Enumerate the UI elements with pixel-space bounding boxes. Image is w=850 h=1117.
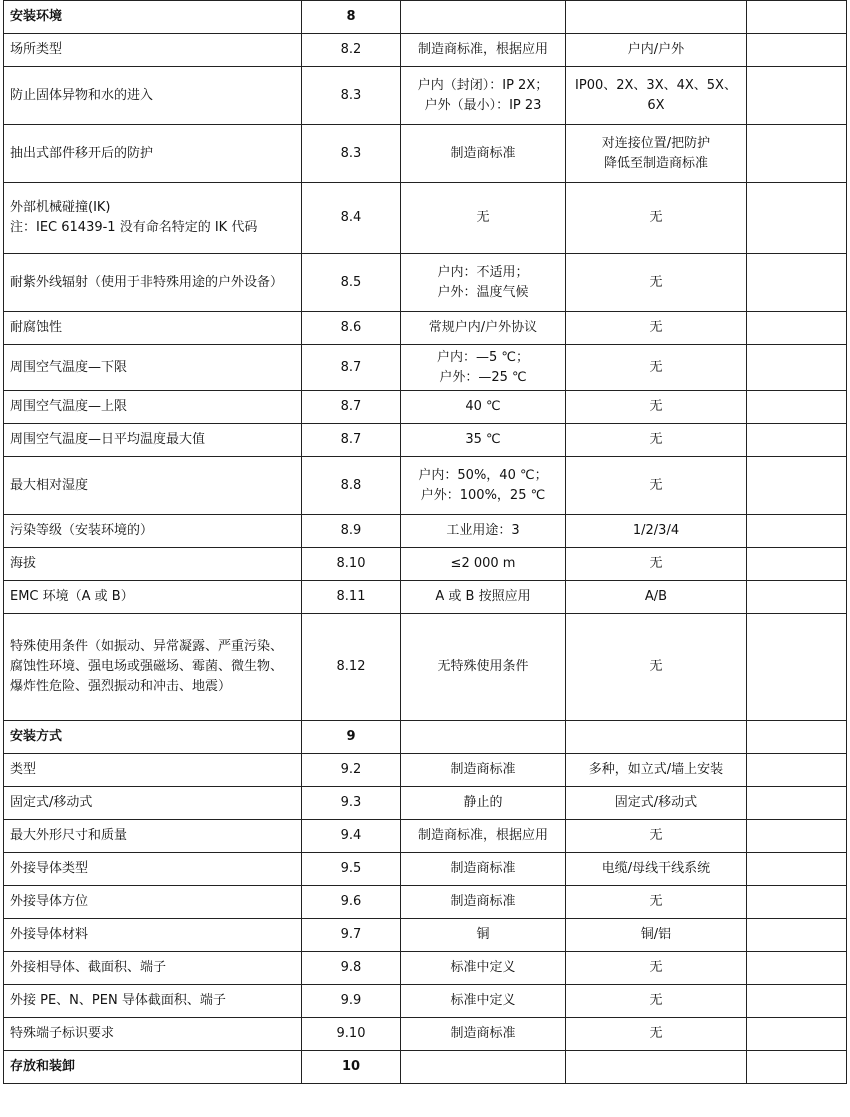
requirement-name: 耐紫外线辐射（使用于非特殊用途的户外设备） xyxy=(10,274,284,290)
user-options-cell xyxy=(566,183,747,254)
user-options: 无 xyxy=(649,828,663,843)
requirement-name: 存放和装卸 xyxy=(10,1059,76,1074)
section-number: 10 xyxy=(341,1059,361,1074)
table-row xyxy=(4,312,847,345)
user-options: 户内/户外 xyxy=(627,42,685,57)
table-row xyxy=(4,1018,847,1051)
section-number-cell xyxy=(302,919,401,952)
requirement-name: 安装方式 xyxy=(10,729,63,744)
requirement-name: 外接相导体、截面积、端子 xyxy=(10,960,167,975)
blank-cell xyxy=(747,424,847,457)
section-number: 8.4 xyxy=(340,210,362,225)
user-options: 无 xyxy=(649,993,663,1008)
section-number-cell xyxy=(302,952,401,985)
section-number: 8.7 xyxy=(340,359,362,375)
standard-arrangement-cell xyxy=(401,312,566,345)
standard-arrangement-cell xyxy=(401,424,566,457)
standard-arrangement-cell xyxy=(401,853,566,886)
standard-arrangement-cell xyxy=(401,754,566,787)
section-number-cell xyxy=(302,67,401,125)
standard-arrangement-cell xyxy=(401,125,566,183)
requirement-name-cell xyxy=(4,952,302,985)
blank-cell xyxy=(747,254,847,312)
standard-arrangement-cell xyxy=(401,345,566,391)
user-options-cell xyxy=(566,34,747,67)
requirement-note: 注：IEC 61439-1 没有命名特定的 IK 代码 xyxy=(10,220,258,235)
standard-arrangement: 无特殊使用条件 xyxy=(437,659,529,674)
section-number: 8.5 xyxy=(340,274,362,290)
section-number: 8.3 xyxy=(340,87,362,103)
user-options: 无 xyxy=(649,894,663,909)
standard-arrangement: 户内：—5 ℃； 户外：—25 ℃ xyxy=(436,349,529,385)
section-number-cell xyxy=(302,254,401,312)
standard-arrangement-cell xyxy=(401,457,566,515)
requirement-name-cell xyxy=(4,312,302,345)
requirement-name-cell xyxy=(4,424,302,457)
user-options-cell xyxy=(566,254,747,312)
user-options: 无 xyxy=(649,399,663,414)
section-number: 9.3 xyxy=(340,795,362,810)
section-number-cell xyxy=(302,548,401,581)
section-number: 8 xyxy=(346,9,356,24)
user-options-cell xyxy=(566,853,747,886)
user-options: 电缆/母线干线系统 xyxy=(601,861,711,876)
requirement-name: 特殊端子标识要求 xyxy=(10,1026,115,1041)
standard-arrangement-cell xyxy=(401,391,566,424)
blank-cell xyxy=(747,614,847,721)
table-row xyxy=(4,254,847,312)
requirement-name-cell xyxy=(4,457,302,515)
table-row xyxy=(4,614,847,721)
section-number-cell xyxy=(302,820,401,853)
section-number-cell xyxy=(302,886,401,919)
user-options: IP00、2X、3X、4X、5X、6X xyxy=(575,77,737,113)
user-options-cell xyxy=(566,721,747,754)
blank-cell xyxy=(747,985,847,1018)
requirement-name-cell xyxy=(4,614,302,721)
user-options-cell xyxy=(566,1,747,34)
section-number-cell xyxy=(302,581,401,614)
standard-arrangement: 制造商标准 xyxy=(450,894,516,909)
section-number: 9.8 xyxy=(340,960,362,975)
standard-arrangement: 制造商标准 xyxy=(450,762,516,777)
requirement-name: 污染等级（安装环境的） xyxy=(10,523,154,538)
standard-arrangement: 40 ℃ xyxy=(465,399,501,414)
user-options-cell xyxy=(566,919,747,952)
standard-arrangement-cell xyxy=(401,787,566,820)
requirement-name: 场所类型 xyxy=(10,42,63,57)
table-body xyxy=(4,1,847,1084)
requirement-name-cell xyxy=(4,787,302,820)
table-row xyxy=(4,548,847,581)
table-row xyxy=(4,345,847,391)
standard-arrangement: 铜 xyxy=(476,927,490,942)
user-options: 无 xyxy=(649,659,663,674)
table-row xyxy=(4,985,847,1018)
section-number-cell xyxy=(302,754,401,787)
table-row xyxy=(4,391,847,424)
section-number: 9.5 xyxy=(340,861,362,876)
standard-arrangement-cell xyxy=(401,1051,566,1084)
standard-arrangement-cell xyxy=(401,67,566,125)
section-number-cell xyxy=(302,1018,401,1051)
requirement-name: 周围空气温度—下限 xyxy=(10,359,128,375)
standard-arrangement: 制造商标准 xyxy=(450,145,516,161)
table-row xyxy=(4,952,847,985)
blank-cell xyxy=(747,515,847,548)
standard-arrangement: 户内：50%，40 ℃； 户外：100%，25 ℃ xyxy=(418,467,548,503)
table-row xyxy=(4,581,847,614)
requirement-name-cell xyxy=(4,985,302,1018)
user-options-cell xyxy=(566,754,747,787)
standard-arrangement: 制造商标准 xyxy=(450,861,516,876)
user-options: 无 xyxy=(649,320,663,335)
standard-arrangement-cell xyxy=(401,952,566,985)
section-number-cell xyxy=(302,391,401,424)
section-number: 9.7 xyxy=(340,927,362,942)
blank-cell xyxy=(747,391,847,424)
requirement-name: 类型 xyxy=(10,762,37,777)
standard-arrangement: 户内（封闭）：IP 2X； 户外（最小）：IP 23 xyxy=(417,77,549,113)
section-number: 9.9 xyxy=(340,993,362,1008)
requirement-name-cell xyxy=(4,34,302,67)
standard-arrangement-cell xyxy=(401,254,566,312)
table-row xyxy=(4,125,847,183)
user-options: 无 xyxy=(649,1026,663,1041)
blank-cell xyxy=(747,548,847,581)
requirement-name: 固定式/移动式 xyxy=(10,795,93,810)
user-options-cell xyxy=(566,548,747,581)
standard-arrangement-cell xyxy=(401,919,566,952)
user-options-cell xyxy=(566,67,747,125)
standard-arrangement-cell xyxy=(401,548,566,581)
table-row xyxy=(4,67,847,125)
requirement-name: 外接导体材料 xyxy=(10,927,89,942)
user-options: 固定式/移动式 xyxy=(614,795,698,810)
table-row xyxy=(4,919,847,952)
section-number: 8.8 xyxy=(340,477,362,493)
section-number-cell xyxy=(302,787,401,820)
standard-arrangement: 户内：不适用； 户外：温度气候 xyxy=(437,264,529,300)
section-number-cell xyxy=(302,853,401,886)
blank-cell xyxy=(747,1,847,34)
requirement-name: 周围空气温度—日平均温度最大值 xyxy=(10,432,206,447)
user-options: 无 xyxy=(649,210,663,225)
blank-cell xyxy=(747,581,847,614)
section-number: 8.11 xyxy=(336,589,366,604)
requirement-name: EMC 环境（A 或 B） xyxy=(10,589,134,604)
user-options-cell xyxy=(566,614,747,721)
standard-arrangement-cell xyxy=(401,1018,566,1051)
requirement-name-cell xyxy=(4,721,302,754)
requirement-name: 外接 PE、N、PEN 导体截面积、端子 xyxy=(10,993,226,1008)
user-options-cell xyxy=(566,1051,747,1084)
standard-arrangement-cell xyxy=(401,34,566,67)
requirement-name-cell xyxy=(4,125,302,183)
table-row xyxy=(4,886,847,919)
requirement-name-cell xyxy=(4,183,302,254)
user-options-cell xyxy=(566,985,747,1018)
section-number: 8.10 xyxy=(336,556,366,571)
requirement-name-cell xyxy=(4,345,302,391)
user-options-cell xyxy=(566,457,747,515)
user-options-cell xyxy=(566,312,747,345)
section-number: 8.3 xyxy=(340,145,362,161)
blank-cell xyxy=(747,183,847,254)
blank-cell xyxy=(747,721,847,754)
blank-cell xyxy=(747,820,847,853)
requirement-name-cell xyxy=(4,254,302,312)
requirement-name: 外接导体方位 xyxy=(10,894,89,909)
user-options-cell xyxy=(566,787,747,820)
requirement-name-cell xyxy=(4,754,302,787)
requirement-name: 抽出式部件移开后的防护 xyxy=(10,145,154,161)
section-number-cell xyxy=(302,614,401,721)
standard-arrangement-cell xyxy=(401,721,566,754)
requirement-name-cell xyxy=(4,391,302,424)
standard-arrangement-cell xyxy=(401,183,566,254)
blank-cell xyxy=(747,1051,847,1084)
user-options-cell xyxy=(566,424,747,457)
section-number: 8.7 xyxy=(340,432,362,447)
standard-arrangement-cell xyxy=(401,820,566,853)
standard-arrangement: 无 xyxy=(476,210,490,225)
standard-arrangement: 常规户内/户外协议 xyxy=(428,320,538,335)
table-row xyxy=(4,787,847,820)
requirement-name-cell xyxy=(4,548,302,581)
table-section-heading-row xyxy=(4,1,847,34)
user-options: 多种，如立式/墙上安装 xyxy=(588,762,724,777)
user-options: 无 xyxy=(649,477,663,493)
section-number-cell xyxy=(302,721,401,754)
section-number: 8.6 xyxy=(340,320,362,335)
user-options-cell xyxy=(566,125,747,183)
user-options-cell xyxy=(566,952,747,985)
requirement-name: 特殊使用条件（如振动、异常凝露、严重污染、腐蚀性环境、强电场或强磁场、霉菌、微生物、爆炸性危险、强烈振动和冲击、地震） xyxy=(10,639,284,694)
section-number-cell xyxy=(302,345,401,391)
blank-cell xyxy=(747,787,847,820)
section-number-cell xyxy=(302,34,401,67)
user-options: 1/2/3/4 xyxy=(632,523,680,538)
standard-arrangement-cell xyxy=(401,614,566,721)
section-number-cell xyxy=(302,1,401,34)
blank-cell xyxy=(747,34,847,67)
user-options: 无 xyxy=(649,359,663,375)
requirement-name: 海拔 xyxy=(10,556,37,571)
section-number-cell xyxy=(302,515,401,548)
section-number: 9.2 xyxy=(340,762,362,777)
requirement-name: 外接导体类型 xyxy=(10,861,89,876)
section-number-cell xyxy=(302,985,401,1018)
section-number: 8.7 xyxy=(340,399,362,414)
blank-cell xyxy=(747,853,847,886)
section-number-cell xyxy=(302,1051,401,1084)
user-options: 对连接位置/把防护 降低至制造商标准 xyxy=(601,135,711,171)
table-row xyxy=(4,424,847,457)
blank-cell xyxy=(747,1018,847,1051)
requirement-name-cell xyxy=(4,820,302,853)
table-section-heading-row xyxy=(4,721,847,754)
section-number-cell xyxy=(302,125,401,183)
section-number-cell xyxy=(302,424,401,457)
standard-arrangement-cell xyxy=(401,581,566,614)
user-options: 无 xyxy=(649,432,663,447)
table-row xyxy=(4,34,847,67)
blank-cell xyxy=(747,67,847,125)
blank-cell xyxy=(747,457,847,515)
section-number: 8.9 xyxy=(340,523,362,538)
table-row xyxy=(4,820,847,853)
standard-arrangement-cell xyxy=(401,515,566,548)
section-number: 9.6 xyxy=(340,894,362,909)
requirement-name-cell xyxy=(4,581,302,614)
requirement-name-cell xyxy=(4,919,302,952)
table-row xyxy=(4,457,847,515)
table-row xyxy=(4,183,847,254)
requirement-name: 最大外形尺寸和质量 xyxy=(10,828,128,843)
section-number: 9.4 xyxy=(340,828,362,843)
requirement-name: 耐腐蚀性 xyxy=(10,320,63,335)
standard-arrangement-cell xyxy=(401,1,566,34)
requirement-name-cell xyxy=(4,515,302,548)
requirement-name: 周围空气温度—上限 xyxy=(10,399,128,414)
user-options-cell xyxy=(566,515,747,548)
requirement-name-cell xyxy=(4,853,302,886)
blank-cell xyxy=(747,919,847,952)
section-number: 9.10 xyxy=(336,1026,366,1041)
standard-arrangement: 标准中定义 xyxy=(450,993,516,1008)
requirement-name-cell xyxy=(4,1018,302,1051)
section-number-cell xyxy=(302,457,401,515)
standard-arrangement: A 或 B 按照应用 xyxy=(435,589,531,604)
standard-arrangement: 制造商标准，根据应用 xyxy=(417,42,548,57)
requirement-name: 安装环境 xyxy=(10,9,63,24)
requirement-name: 防止固体异物和水的进入 xyxy=(10,87,154,103)
user-options: A/B xyxy=(644,589,668,604)
requirement-name-cell xyxy=(4,1,302,34)
requirement-name: 最大相对湿度 xyxy=(10,477,89,493)
requirement-name-cell xyxy=(4,886,302,919)
section-number-cell xyxy=(302,183,401,254)
section-number: 9 xyxy=(346,729,356,744)
standard-arrangement: 制造商标准 xyxy=(450,1026,516,1041)
user-options-cell xyxy=(566,581,747,614)
user-options-cell xyxy=(566,886,747,919)
blank-cell xyxy=(747,345,847,391)
blank-cell xyxy=(747,952,847,985)
specification-table xyxy=(3,0,847,1084)
user-options: 无 xyxy=(649,960,663,975)
table-row xyxy=(4,853,847,886)
table-row xyxy=(4,515,847,548)
standard-arrangement: 工业用途：3 xyxy=(446,523,520,538)
requirement-name-cell xyxy=(4,1051,302,1084)
table-section-heading-row xyxy=(4,1051,847,1084)
section-number: 8.2 xyxy=(340,42,362,57)
user-options: 铜/铝 xyxy=(640,927,672,942)
blank-cell xyxy=(747,312,847,345)
user-options-cell xyxy=(566,391,747,424)
requirement-name-cell xyxy=(4,67,302,125)
standard-arrangement: 标准中定义 xyxy=(450,960,516,975)
requirement-name: 外部机械碰撞(IK) xyxy=(10,200,111,215)
standard-arrangement: 静止的 xyxy=(463,795,503,810)
standard-arrangement: 35 ℃ xyxy=(465,432,501,447)
blank-cell xyxy=(747,886,847,919)
blank-cell xyxy=(747,754,847,787)
user-options-cell xyxy=(566,820,747,853)
section-number-cell xyxy=(302,312,401,345)
table-row xyxy=(4,754,847,787)
user-options-cell xyxy=(566,345,747,391)
standard-arrangement: 制造商标准，根据应用 xyxy=(417,828,548,843)
standard-arrangement-cell xyxy=(401,886,566,919)
standard-arrangement: ≤2 000 m xyxy=(450,556,516,571)
user-options-cell xyxy=(566,1018,747,1051)
blank-cell xyxy=(747,125,847,183)
section-number: 8.12 xyxy=(336,659,366,674)
user-options: 无 xyxy=(649,274,663,290)
user-options: 无 xyxy=(649,556,663,571)
standard-arrangement-cell xyxy=(401,985,566,1018)
